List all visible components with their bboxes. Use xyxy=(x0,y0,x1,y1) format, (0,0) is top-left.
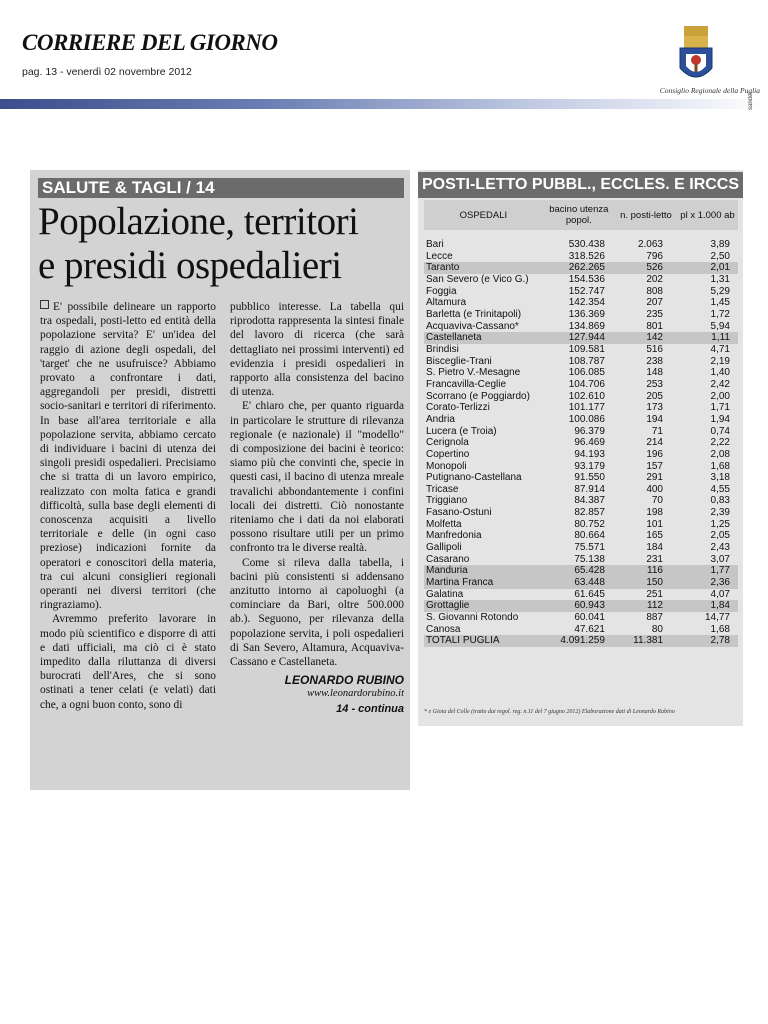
posti-letto-value: 194 xyxy=(646,413,663,425)
bacino-value: 87.914 xyxy=(574,483,605,495)
hospital-name: Altamura xyxy=(426,297,467,309)
table-row xyxy=(424,356,738,368)
bacino-value: 96.379 xyxy=(574,425,605,437)
posti-letto-value: 112 xyxy=(615,600,677,612)
hospital-name: Galatina xyxy=(426,588,464,600)
bacino-value: 109.581 xyxy=(568,343,605,355)
hospital-name: Lecce xyxy=(426,250,453,262)
hospital-name: Canosa xyxy=(426,623,461,635)
bacino-value: 104.706 xyxy=(568,378,605,390)
checkbox-square-icon xyxy=(40,300,49,309)
posti-letto-value: 71 xyxy=(651,425,663,437)
hospital-name: Bari xyxy=(426,239,444,251)
bacino-value: 82.857 xyxy=(574,507,605,519)
table-row xyxy=(424,437,738,449)
pl-value: 1,68 xyxy=(710,460,730,472)
posti-letto-value: 238 xyxy=(646,355,663,367)
pl-value: 2,42 xyxy=(710,378,730,390)
bacino-value: 96.469 xyxy=(574,437,605,449)
posti-letto-value: 157 xyxy=(646,460,663,472)
table-row xyxy=(424,251,738,263)
posti-letto-value: 165 xyxy=(646,530,663,542)
posti-letto-value: 231 xyxy=(646,553,663,565)
posti-letto-value: 11.381 xyxy=(615,635,677,647)
hospital-name: Brindisi xyxy=(426,343,459,355)
posti-letto-value: 516 xyxy=(646,343,663,355)
bacino-value: 100.086 xyxy=(568,413,605,425)
table-row xyxy=(424,344,738,356)
pl-value: 1,77 xyxy=(677,565,738,577)
table-row xyxy=(424,297,738,309)
headline-line-1: Popolazione, territori xyxy=(38,200,359,243)
posti-letto-value: 202 xyxy=(646,274,663,285)
crest-caption: Consiglio Regionale della Puglia xyxy=(659,86,760,95)
pl-value: 1,25 xyxy=(710,518,730,530)
posti-letto-value: 101 xyxy=(646,518,663,530)
paragraph: E' possibile delineare un rapporto tra ospedali, posti-letto ed entità della popolazione servita? E' un'idea del raggio di azione degli ospedali, del 'target' che ne usufruisce? Abbiamo provato a confrontare i dati, aggregandoli per presidi, distretti socio-sanitari e territori di riferimento. In base all'area territoriale e alla popolazione servita, abbiamo cercato di individuare i bacini di utenza dei singoli presidi ospedalieri. Precisiamo che si tratta di un lavoro empirico, realizzato con molta fatica e grandi difficoltà, sulla base degli elementi di conoscenza acquisiti a livello territoriale e delle (in ogni caso preziose) indicazioni fornite da operatori e conoscitori della materia, tra cui alcuni consiglieri regionali operanti nei diversi territori (che ringraziamo). xyxy=(40,301,216,612)
table-row xyxy=(424,460,738,472)
posti-letto-value: 526 xyxy=(615,262,677,274)
table-row xyxy=(424,519,738,531)
pl-value: 1,72 xyxy=(710,308,730,320)
posti-letto-value: 150 xyxy=(615,577,677,589)
bacino-value: 63.448 xyxy=(543,577,615,589)
bacino-value: 318.526 xyxy=(568,250,605,262)
table-row xyxy=(424,239,738,251)
posti-letto-value: 80 xyxy=(651,623,663,635)
page-info: pag. 13 - venerdì 02 novembre 2012 xyxy=(22,66,192,78)
posti-letto-value: 235 xyxy=(646,308,663,320)
pl-value: 2,50 xyxy=(710,250,730,262)
bacino-value: 80.752 xyxy=(574,518,605,530)
bacino-value: 60.041 xyxy=(574,612,605,624)
paragraph: pubblico interesse. La tabella qui riprodotta rappresenta la sintesi finale del lavoro di ricerca (che sarà dettagliato nei prossimi interventi) ed evidenzia i presidi ospedalieri in rapporto alla consistenza del bacino di utenza. xyxy=(230,301,404,399)
pl-value: 14,77 xyxy=(704,612,730,624)
pl-value: 1,94 xyxy=(710,413,730,425)
pl-value: 2,78 xyxy=(677,635,738,647)
hospital-name: Manduria xyxy=(424,565,543,577)
table-header-row xyxy=(424,200,738,230)
hospital-name: San Severo (e Vico G.) xyxy=(426,274,529,285)
pl-value: 1,71 xyxy=(710,402,730,414)
pl-value: 2,39 xyxy=(710,507,730,519)
bacino-value: 134.869 xyxy=(568,320,605,332)
hospital-name: Scorrano (e Poggiardo) xyxy=(426,390,530,402)
bacino-value: 91.550 xyxy=(574,472,605,484)
hospital-name: Copertino xyxy=(426,448,470,460)
table-row xyxy=(424,286,738,298)
bacino-value: 94.193 xyxy=(574,448,605,460)
table-row xyxy=(424,530,738,542)
bacino-value: 152.747 xyxy=(568,285,605,297)
pl-value: 3,89 xyxy=(710,239,730,251)
header-posti-letto: n. posti-letto xyxy=(615,200,677,230)
posti-letto-value: 70 xyxy=(651,495,663,507)
table-footnote: * e Gioia del Colle (tratto dai regol. reg. n.11 del 7 giugno 2012) Elaborazione dati di Leonardo Rubino xyxy=(424,709,675,715)
posti-letto-value: 887 xyxy=(646,612,663,624)
header-ospedali: OSPEDALI xyxy=(424,200,543,230)
bacino-value: 102.610 xyxy=(568,390,605,402)
bacino-value: 262.265 xyxy=(543,262,615,274)
pl-value: 2,43 xyxy=(710,542,730,554)
hospital-name: Triggiano xyxy=(426,495,468,507)
bacino-value: 136.369 xyxy=(568,308,605,320)
bacino-value: 61.645 xyxy=(574,588,605,600)
hospital-name: Corato-Terlizzi xyxy=(426,402,490,414)
hospital-name: S. Giovanni Rotondo xyxy=(426,612,519,624)
hospital-name: Cerignola xyxy=(426,437,469,449)
hospital-name: Castellaneta xyxy=(424,332,543,344)
pl-value: 1,68 xyxy=(710,623,730,635)
pl-value: 4,07 xyxy=(710,588,730,600)
hospital-name: Putignano-Castellana xyxy=(426,472,522,484)
hospital-name: Fasano-Ostuni xyxy=(426,507,492,519)
bacino-value: 65.428 xyxy=(543,565,615,577)
bacino-value: 84.387 xyxy=(574,495,605,507)
bacino-value: 4.091.259 xyxy=(543,635,615,647)
posti-letto-value: 400 xyxy=(646,483,663,495)
posti-letto-value: 2.063 xyxy=(637,239,663,251)
posti-letto-value: 198 xyxy=(646,507,663,519)
masthead: CORRIERE DEL GIORNO xyxy=(22,30,278,55)
pl-value: 3,07 xyxy=(710,553,730,565)
hospital-name: Gallipoli xyxy=(426,542,462,554)
posti-letto-value: 801 xyxy=(646,320,663,332)
author: LEONARDO RUBINO xyxy=(284,673,404,688)
spacer-row xyxy=(424,230,738,239)
paragraph: Come si rileva dalla tabella, i bacini più consistenti si addensano anzitutto intorno ai capoluoghi (a cominciare da Bari, oltre 500.000 ab.). Seguono, per rilevanza della popolazione servita, i poli ospedalieri di San Severo, Altamura, Acquaviva-Cassano e Castellaneta. xyxy=(230,556,404,669)
posti-letto-value: 207 xyxy=(646,297,663,309)
table-row xyxy=(424,484,738,496)
hospital-name: Foggia xyxy=(426,285,457,297)
table-row xyxy=(424,472,738,484)
headline-line-2: e presidi ospedalieri xyxy=(38,244,342,287)
article-column-2 xyxy=(230,300,404,716)
posti-letto-value: 142 xyxy=(615,332,677,344)
continues-label: 14 - continua xyxy=(336,702,404,715)
hospital-name: Barletta (e Trinitapoli) xyxy=(426,308,522,320)
bacino-value: 530.438 xyxy=(568,239,605,251)
posti-letto-value: 116 xyxy=(615,565,677,577)
pl-value: 2,05 xyxy=(710,530,730,542)
pl-value: 2,00 xyxy=(710,390,730,402)
pl-value: 1,45 xyxy=(710,297,730,309)
pl-value: 5,29 xyxy=(710,285,730,297)
table-row xyxy=(424,367,738,379)
posti-letto-value: 205 xyxy=(646,390,663,402)
table-row xyxy=(424,309,738,321)
pl-value: 1,40 xyxy=(710,367,730,379)
hospital-name: Acquaviva-Cassano* xyxy=(426,320,519,332)
table-title: POSTI-LETTO PUBBL., ECCLES. E IRCCS xyxy=(418,172,743,198)
bacino-value: 80.664 xyxy=(574,530,605,542)
headline xyxy=(38,200,408,288)
section-label: SALUTE & TAGLI / 14 xyxy=(38,178,404,198)
pl-value: 2,22 xyxy=(710,437,730,449)
pl-value: 2,01 xyxy=(677,262,738,274)
header-divider xyxy=(0,99,768,109)
posti-letto-value: 214 xyxy=(646,437,663,449)
pl-value: 1,11 xyxy=(677,332,738,344)
posti-letto-value: 796 xyxy=(646,250,663,262)
hospital-name: S. Pietro V.-Mesagne xyxy=(426,367,521,379)
hospital-name: Monopoli xyxy=(426,460,467,472)
pl-value: 3,18 xyxy=(710,472,730,484)
pl-value: 1,31 xyxy=(710,274,730,285)
paragraph: Avremmo preferito lavorare in modo più scientifico e disporre di atti e dati ufficiali, ma ciò ci è stato impedito dalla riluttanza di diversi burocrati dell'Ares, che si sono ostinati a tener celati (e velati) dati che, a ogni buon conto, sono di xyxy=(40,613,216,711)
table-row xyxy=(424,495,738,507)
pl-value: 1,84 xyxy=(677,600,738,612)
bacino-value: 127.944 xyxy=(543,332,615,344)
hospital-name: Francavilla-Ceglie xyxy=(426,378,507,390)
posti-letto-value: 148 xyxy=(646,367,663,379)
header-bacino: bacino utenza popol. xyxy=(543,200,615,230)
table-row xyxy=(424,332,738,344)
pl-value: 2,19 xyxy=(710,355,730,367)
paragraph: E' chiaro che, per quanto riguarda in particolare le strutture di rilevanza regionale (e nazionale) il "modello" di composizione dei bacini è teorico: siamo più che convinti che, specie in questi casi, il bacino di utenza mreale travalichi abbondantemente i confini locali dei distretti. Ciò nonostante riteniamo che i dati da noi elaborati possono risultare utili per un primo confronto tra le diverse realtà. xyxy=(230,400,404,555)
bacino-value: 75.138 xyxy=(574,553,605,565)
bacino-value: 108.787 xyxy=(568,355,605,367)
bacino-value: 93.179 xyxy=(574,460,605,472)
bacino-value: 106.085 xyxy=(568,367,605,379)
table-row xyxy=(424,391,738,403)
pl-value: 2,36 xyxy=(677,577,738,589)
hospital-name: Andria xyxy=(426,413,455,425)
hospital-name: Manfredonia xyxy=(426,530,482,542)
pl-value: 4,71 xyxy=(710,343,730,355)
posti-letto-value: 808 xyxy=(646,285,663,297)
pl-value: 0,74 xyxy=(710,425,730,437)
table-row xyxy=(424,565,738,577)
hospital-table xyxy=(424,200,738,647)
table-row xyxy=(424,414,738,426)
article-column-1 xyxy=(40,300,216,712)
pl-value: 4,55 xyxy=(710,483,730,495)
hospital-name: Grottaglie xyxy=(424,600,543,612)
posti-letto-value: 196 xyxy=(646,448,663,460)
table-row xyxy=(424,262,738,274)
posti-letto-value: 291 xyxy=(646,472,663,484)
table-row xyxy=(424,402,738,414)
table-row xyxy=(424,274,738,286)
table-row xyxy=(424,426,738,438)
posti-letto-value: 253 xyxy=(646,378,663,390)
hospital-name: Lucera (e Troia) xyxy=(426,425,497,437)
hospital-name: TOTALI PUGLIA xyxy=(424,635,543,647)
table-row xyxy=(424,379,738,391)
table-row xyxy=(424,600,738,612)
posti-letto-value: 251 xyxy=(646,588,663,600)
table-row xyxy=(424,554,738,566)
table-row xyxy=(424,507,738,519)
table-row xyxy=(424,612,738,624)
header-pl-per-1000: pl x 1.000 ab xyxy=(677,200,738,230)
bacino-value: 47.621 xyxy=(574,623,605,635)
pl-value: 0,83 xyxy=(710,495,730,507)
region-crest-icon xyxy=(676,26,716,86)
posti-letto-value: 173 xyxy=(646,402,663,414)
table-row xyxy=(424,449,738,461)
bacino-value: 60.943 xyxy=(543,600,615,612)
side-mark: sandei xyxy=(748,92,754,110)
hospital-name: Taranto xyxy=(424,262,543,274)
total-row xyxy=(424,635,738,647)
table-row xyxy=(424,624,738,636)
table-row xyxy=(424,589,738,601)
pl-value: 2,08 xyxy=(710,448,730,460)
bacino-value: 154.536 xyxy=(568,274,605,285)
table-row xyxy=(424,542,738,554)
hospital-name: Tricase xyxy=(426,483,459,495)
bacino-value: 75.571 xyxy=(574,542,605,554)
table-row xyxy=(424,321,738,333)
bacino-value: 142.354 xyxy=(568,297,605,309)
hospital-name: Molfetta xyxy=(426,518,462,530)
hospital-name: Casarano xyxy=(426,553,470,565)
pl-value: 5,94 xyxy=(710,320,730,332)
hospital-name: Martina Franca xyxy=(424,577,543,589)
website-link: www.leonardorubino.it xyxy=(307,688,404,700)
bacino-value: 101.177 xyxy=(568,402,605,414)
hospital-name: Bisceglie-Trani xyxy=(426,355,492,367)
table-row xyxy=(424,577,738,589)
posti-letto-value: 184 xyxy=(646,542,663,554)
